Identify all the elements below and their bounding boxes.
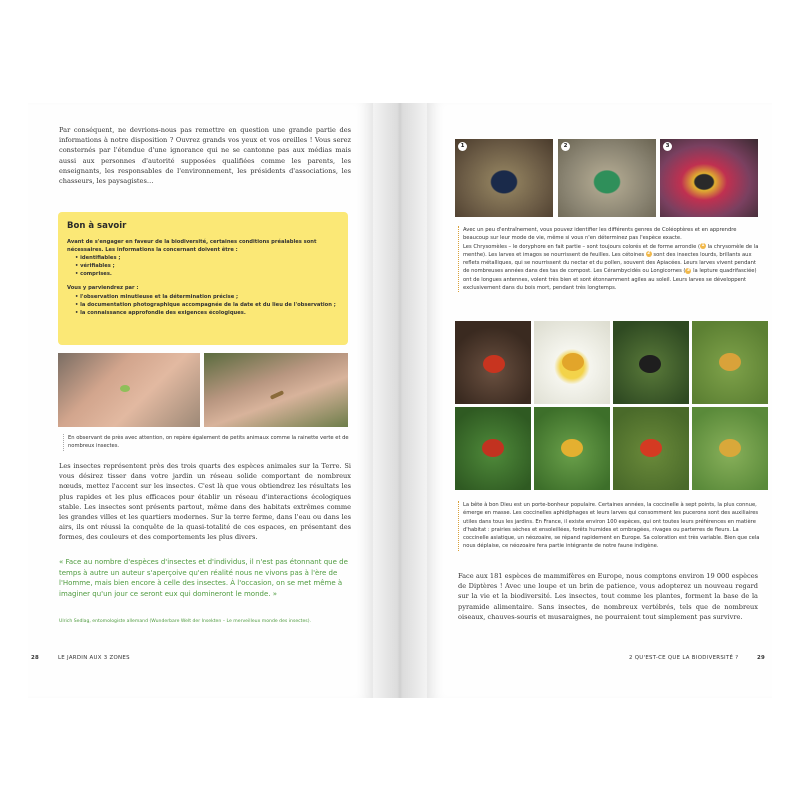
page-number: 28: [31, 655, 40, 661]
photo-number: 2: [561, 142, 570, 151]
insect-shape: [270, 390, 284, 400]
good-to-know-box: [58, 212, 348, 345]
list-item: • l'observation minutieuse et la détermination précise ;: [75, 293, 337, 301]
photo-ladybird: [613, 321, 689, 404]
running-title: 2 QU'EST-CE QUE LA BIODIVERSITÉ ?: [629, 655, 739, 661]
list-item: • comprises.: [75, 270, 337, 278]
caption-text: la lepture quadrifasciée) ont de longues antennes, volent très bien et sont étonnamment agiles au soleil. Leurs larves se développent exclusivement dans du bois mort, pendant très longtemps.: [463, 268, 757, 292]
info-box-body: [67, 238, 337, 317]
photo-ladybird: [613, 407, 689, 490]
list-item: • la connaissance approfondie des exigences écologiques.: [75, 309, 337, 317]
beetles-caption: [458, 226, 763, 292]
photo-rose-chafer: [558, 139, 656, 217]
right-page: [427, 103, 772, 698]
book-gutter: [373, 103, 427, 698]
intro-paragraph: Par conséquent, ne devrions-nous pas remettre en question une grande partie des informations à notre disposition ? Ouvrez grands vos yeux et vos oreilles ! Vous serez consternés par l'étendue d'une ignorance qui ne se cantonne pas aux médias mais aussi aux personnes d'autorité supposées qualifiées comme les parents, les enseignants, les responsables de l'environnement, les présidents d'associations, les chasseurs, les paysagistes…: [59, 126, 351, 186]
photo-ladybird: [534, 407, 610, 490]
info-box-lead-2: Vous y parviendrez par :: [67, 285, 139, 292]
pull-quote: « Face au nombre d'espèces d'insectes et d'individus, il n'est pas étonnant que de temps à autre un auteur s'aperçoive qu'en réalité nous ne vivons pas à l'ère de l'Homme, mais bien encore à celle des insectes. À l'occasion, on se met même à imaginer qu'un jour ce seront eux qui domineront le monde. »: [59, 558, 348, 598]
photo-frog-on-hand: [58, 353, 200, 427]
photo-insect-on-hand: [204, 353, 348, 427]
photo-mint-leaf-beetle: [455, 139, 553, 217]
photo-number: 1: [458, 142, 467, 151]
list-item: • la documentation photographique accompagnée de la date et du lieu de l'observation ;: [75, 301, 337, 309]
caption-text: Les Chrysomèles – le doryphore en fait partie – sont toujours colorés et de forme arrondie (: [463, 243, 700, 250]
conditions-list: [67, 254, 337, 278]
running-title: LE JARDIN AUX 3 ZONES: [58, 655, 130, 661]
means-list: [67, 293, 337, 317]
photo-ladybird: [455, 321, 531, 404]
caption-text: la chrysomèle de la menthe). Les larves et imagos se nourrissent de feuilles. Les cétoines: [463, 243, 759, 258]
body-paragraph: Face aux 181 espèces de mammifères en Europe, nous comptons environ 19 000 espèces de Diptères ! Avec une loupe et un brin de patience, vous adopterez un nouveau regard sur la vie et la biodiversité. Les insectes, tout comme les plantes, forment la base de la pyramide alimentaire. Sans insectes, de nombreux vertébrés, tels que de nombreux oiseaux, chauves-souris et musaraignes, ne pourraient tout simplement pas survivre.: [458, 572, 758, 621]
photo-ladybird: [692, 407, 768, 490]
caption-text: sont des insectes lourds, brillants aux reflets métalliques, qui se nourrissent du nectar et du pollen, souvent des Apiacées. Leurs larves vivent pendant de nombreuses années dans des tas de compost. Les Cérambycidés ou Longicornes (: [463, 251, 756, 275]
page-number: 29: [757, 655, 766, 661]
photo-ladybird: [455, 407, 531, 490]
photo-ref-marker: 3: [686, 267, 691, 273]
body-paragraph: Les insectes représentent près des trois quarts des espèces animales sur la Terre. Si vous désirez tisser dans votre jardin un réseau solide comportant de nombreux nœuds, mettez l'accent sur les insectes. C'est là que vous obtiendrez les résultats les plus rapides et les plus efficaces pour établir un réseau d'interactions écologiques stable. Les insectes sont présents partout, même dans des habitats extrêmes comme les grandes villes et les quartiers modernes. Sur la terre ferme, dans l'eau ou dans les airs, ils ont réussi la conquête de la quasi-totalité de ces espaces, en présentant des formes, des couleurs et des comportements les plus divers.: [59, 462, 351, 542]
ladybird-caption: La bête à bon Dieu est un porte-bonheur populaire. Certaines années, la coccinelle à sept points, la plus connue, émerge en masse. Les coccinelles aphidiphages et leurs larves qui consomment les pucerons sont des auxiliaires utiles dans tous les jardins. En France, il existe environ 100 espèces, qui ont toutes leurs préférences en matière d'habitat : prairies sèches et ensoleillées, forêts humides et ombragées, rivages ou parterres de fleurs. La coccinelle asiatique, un néozoaire, se répand rapidement en Europe. Sa coloration est très variable. Bien que cela nous déplaise, ce néozoaire fera partie intégrante de notre faune indigène.: [458, 501, 763, 551]
photo-ladybird: [534, 321, 610, 404]
list-item: • identifiables ;: [75, 254, 337, 262]
info-box-title: Bon à savoir: [67, 221, 127, 231]
photo-caption: En observant de près avec attention, on repère également de petits animaux comme la rainette verte et de nombreux insectes.: [63, 434, 353, 451]
quote-author: Ulrich Sedlag, entomologiste allemand (Wunderbare Welt der Insekten – Le merveilleux monde des insectes).: [59, 619, 311, 624]
caption-text: Avec un peu d'entraînement, vous pouvez identifier les différents genres de Coléoptères et en apprendre beaucoup sur leur mode de vie, même si vous n'en déterminez pas l'espèce exacte.: [463, 227, 737, 242]
left-page: [28, 103, 373, 698]
frog-shape: [120, 385, 130, 392]
info-box-lead: Avant de s'engager en faveur de la biodiversité, certaines conditions préalables sont nécessaires. Les informations la concernant doivent être :: [67, 239, 317, 254]
photo-ref-marker: 2: [647, 251, 651, 257]
photo-number: 3: [663, 142, 672, 151]
photo-ladybird: [692, 321, 768, 404]
photo-longhorn-beetle: [660, 139, 758, 217]
list-item: • vérifiables ;: [75, 262, 337, 270]
photo-ref-marker: 1: [701, 243, 705, 249]
